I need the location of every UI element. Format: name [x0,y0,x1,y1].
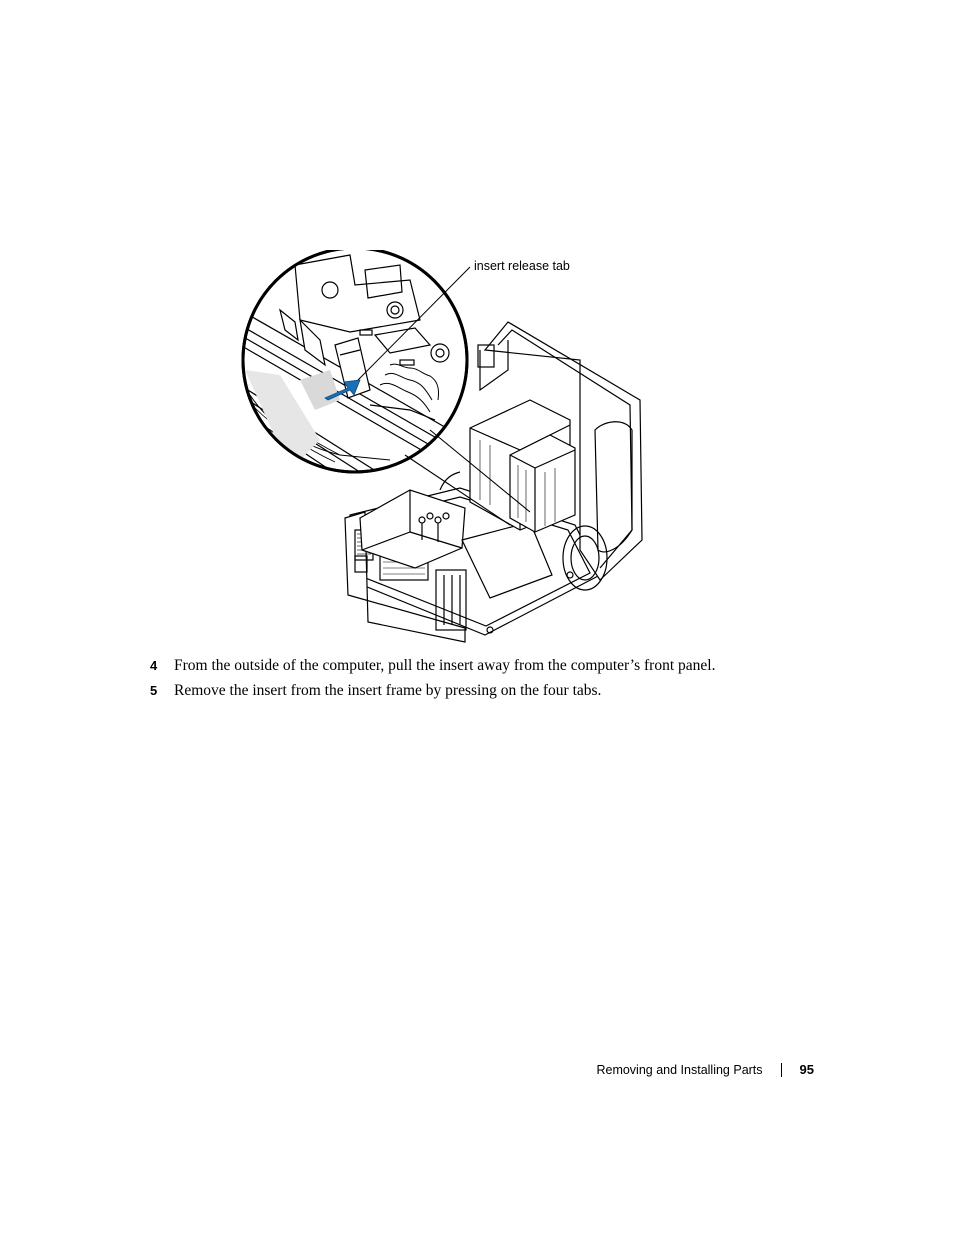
footer-section-title: Removing and Installing Parts [596,1062,763,1077]
step-number: 4 [150,658,158,673]
footer-separator [781,1063,782,1077]
page-number: 95 [799,1062,814,1077]
computer-insert-illustration [240,250,660,650]
step-text: From the outside of the computer, pull the insert away from the computer’s front panel. [174,657,716,674]
instruction-steps [150,657,850,707]
step-item [150,657,850,682]
step-item [150,682,850,707]
step-text: Remove the insert from the insert frame by pressing on the four tabs. [174,682,602,699]
callout-label-insert-release-tab: insert release tab [474,259,570,273]
magnified-detail-circle [240,250,467,490]
illustration-svg [240,250,660,650]
step-number: 5 [150,683,158,698]
page-footer [560,1062,814,1077]
